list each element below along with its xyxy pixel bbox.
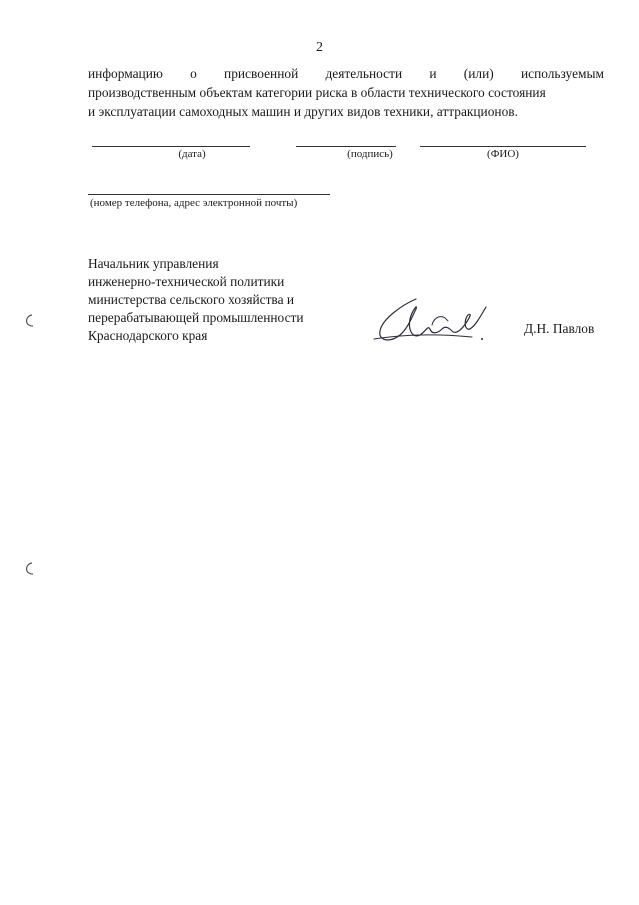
signatory-name: Д.Н. Павлов bbox=[524, 321, 595, 336]
title-line: Краснодарского края bbox=[88, 328, 208, 343]
date-caption: (дата) bbox=[178, 148, 206, 160]
paragraph-word: информацию bbox=[88, 66, 163, 81]
paragraph-word: присвоенной bbox=[224, 66, 299, 81]
title-line: министерства сельского хозяйства и bbox=[88, 292, 295, 307]
paragraph-word: деятельности bbox=[325, 66, 403, 81]
signatory-title bbox=[88, 255, 304, 345]
title-line: инженерно-технической политики bbox=[88, 274, 285, 289]
name-caption: (ФИО) bbox=[487, 148, 519, 160]
contact-caption: (номер телефона, адрес электронной почты) bbox=[90, 197, 298, 209]
date-line bbox=[92, 146, 250, 147]
paragraph-word: используемым bbox=[520, 66, 604, 81]
paragraph-line-2: производственным объектам категории риска в области технического состояния bbox=[88, 85, 546, 100]
paragraph-word: (или) bbox=[463, 66, 494, 81]
title-line: Начальник управления bbox=[88, 256, 219, 271]
signature-line bbox=[296, 146, 396, 147]
title-line: перерабатывающей промышленности bbox=[88, 310, 304, 325]
scan-margin-mark bbox=[22, 314, 36, 328]
paragraph-word: и bbox=[429, 66, 437, 81]
body-paragraph bbox=[88, 64, 604, 121]
paragraph-line-1 bbox=[88, 64, 604, 83]
handwritten-signature bbox=[372, 295, 492, 350]
signature-caption: (подпись) bbox=[347, 148, 393, 160]
page-number: 2 bbox=[316, 40, 323, 55]
paragraph-word: о bbox=[190, 66, 197, 81]
name-line bbox=[420, 146, 586, 147]
contact-line bbox=[88, 194, 330, 195]
scan-margin-mark bbox=[22, 562, 36, 576]
paragraph-line-3: и эксплуатации самоходных машин и других видов техники, аттракционов. bbox=[88, 104, 518, 119]
